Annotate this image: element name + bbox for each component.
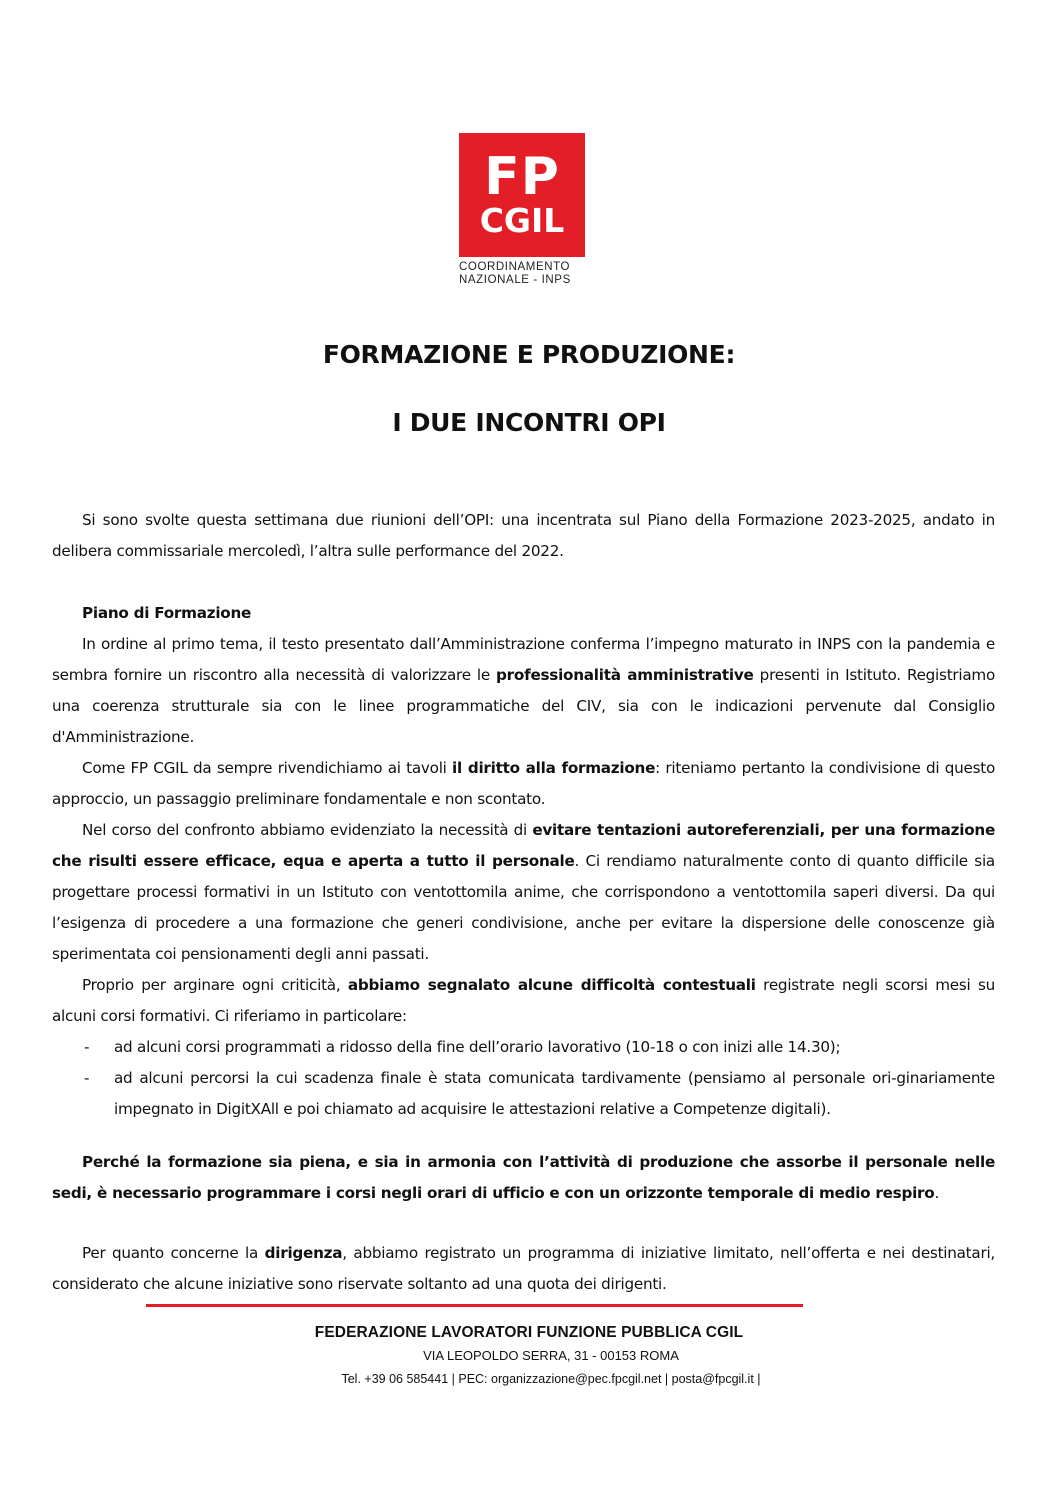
- p1-bold: professionalità amministrative: [496, 666, 754, 684]
- fp-cgil-logo: [459, 133, 587, 287]
- logo-fp-text: FP: [484, 147, 560, 207]
- list-item-text: ad alcuni corsi programmati a ridosso della fine dell’orario lavorativo (10-18 o con inizi alle 14.30);: [114, 1038, 841, 1056]
- p1-text-a: In ordine al primo tema, il testo presentato dall’Amministrazione conferma l’impegno maturato in INPS con la pandemia e sembra fornire un riscontro alla necessità di valorizzare le: [52, 635, 995, 684]
- paragraph-5: [52, 1147, 995, 1209]
- p4-bold: abbiamo segnalato alcune difficoltà contestuali: [347, 976, 756, 994]
- list-dash: -: [84, 1069, 90, 1087]
- page-title-line1: FORMAZIONE E PRODUZIONE:: [322, 340, 736, 369]
- list-item: [52, 1063, 995, 1125]
- p3-text-c: . Ci rendiamo naturalmente conto di quanto difficile sia progettare processi formativi in un Istituto con ventottomila anime, che corrispondono a ventottomila saperi diversi. Da qui l’esigenza di procedere a una formazione che generi condivisione, anche per evitare la dispersione delle conoscenze già sperimentata coi pensionamenti degli anni passati.: [52, 852, 995, 963]
- list-dash: -: [84, 1038, 90, 1056]
- paragraph-3: [52, 815, 995, 970]
- p4-text-a: Proprio per arginare ogni criticità,: [82, 976, 348, 994]
- p3-text-a: Nel corso del confronto abbiamo evidenziato la necessità di: [82, 821, 533, 839]
- p2-text-c: : riteniamo pertanto la condivisione di questo approccio, un passaggio preliminare fondamentale e non scontato.: [52, 759, 995, 808]
- logo-subtitle-line2: NAZIONALE - INPS: [459, 274, 571, 286]
- list-item: [52, 1032, 995, 1063]
- p5-bold: Perché la formazione sia piena, e sia in armonia con l’attività di produzione che assorbe il personale nelle sedi, è necessario programmare i corsi negli orari di ufficio e con un orizzonte temporale di medio respiro: [52, 1153, 995, 1202]
- p6-text-a: Per quanto concerne la: [82, 1244, 265, 1262]
- paragraph-1: [52, 629, 995, 753]
- logo-cgil-text: CGIL: [479, 201, 565, 240]
- footer-red-rule: [146, 1304, 803, 1307]
- p6-text-c: , abbiamo registrato un programma di iniziative limitato, nell’offerta e nei destinatari, considerato che alcune iniziative sono riservate soltanto ad una quota dei dirigenti.: [52, 1244, 995, 1293]
- p2-bold: il diritto alla formazione: [452, 759, 656, 777]
- paragraph-2: [52, 753, 995, 815]
- footer-organization: FEDERAZIONE LAVORATORI FUNZIONE PUBBLICA CGIL: [314, 1324, 744, 1341]
- criticality-list: [52, 1032, 995, 1125]
- document-body: [52, 505, 995, 1300]
- p2-text-a: Come FP CGIL da sempre rivendichiamo ai tavoli: [82, 759, 453, 777]
- paragraph-4: [52, 970, 995, 1032]
- list-item-text: ad alcuni percorsi la cui scadenza finale è stata comunicata tardivamente (pensiamo al personale ori-ginariamente impegnato in DigitXAll e poi chiamato ad acquisire le attestazioni relative a Competenze digitali).: [114, 1069, 995, 1118]
- page-title-line2: I DUE INCONTRI OPI: [392, 408, 666, 437]
- p1-text-c: presenti in Istituto. Registriamo una coerenza strutturale sia con le linee programmatiche del CIV, sia con le indicazioni pervenute dal Consiglio d'Amministrazione.: [52, 666, 996, 746]
- footer-address: VIA LEOPOLDO SERRA, 31 - 00153 ROMA: [423, 1348, 679, 1363]
- paragraph-6: [52, 1238, 995, 1300]
- p4-text-c: registrate negli scorsi mesi su alcuni corsi formativi. Ci riferiamo in particolare:: [52, 976, 995, 1025]
- p6-bold: dirigenza: [264, 1244, 343, 1262]
- p3-bold: evitare tentazioni autoreferenziali, per una formazione che risulti essere efficace, equa e aperta a tutto il personale: [52, 821, 995, 870]
- p5-text-c: .: [934, 1184, 940, 1202]
- logo-subtitle-line1: COORDINAMENTO: [459, 261, 571, 273]
- intro-paragraph: Si sono svolte questa settimana due riunioni dell’OPI: una incentrata sul Piano della Formazione 2023-2025, andato in delibera commissariale mercoledì, l’altra sulle performance del 2022.: [52, 511, 995, 560]
- footer-contacts: Tel. +39 06 585441 | PEC: organizzazione@pec.fpcgil.net | posta@fpcgil.it |: [341, 1372, 761, 1386]
- logo-red-box: [459, 133, 585, 257]
- logo-subtitle: [459, 261, 587, 287]
- section-heading: Piano di Formazione: [82, 604, 252, 622]
